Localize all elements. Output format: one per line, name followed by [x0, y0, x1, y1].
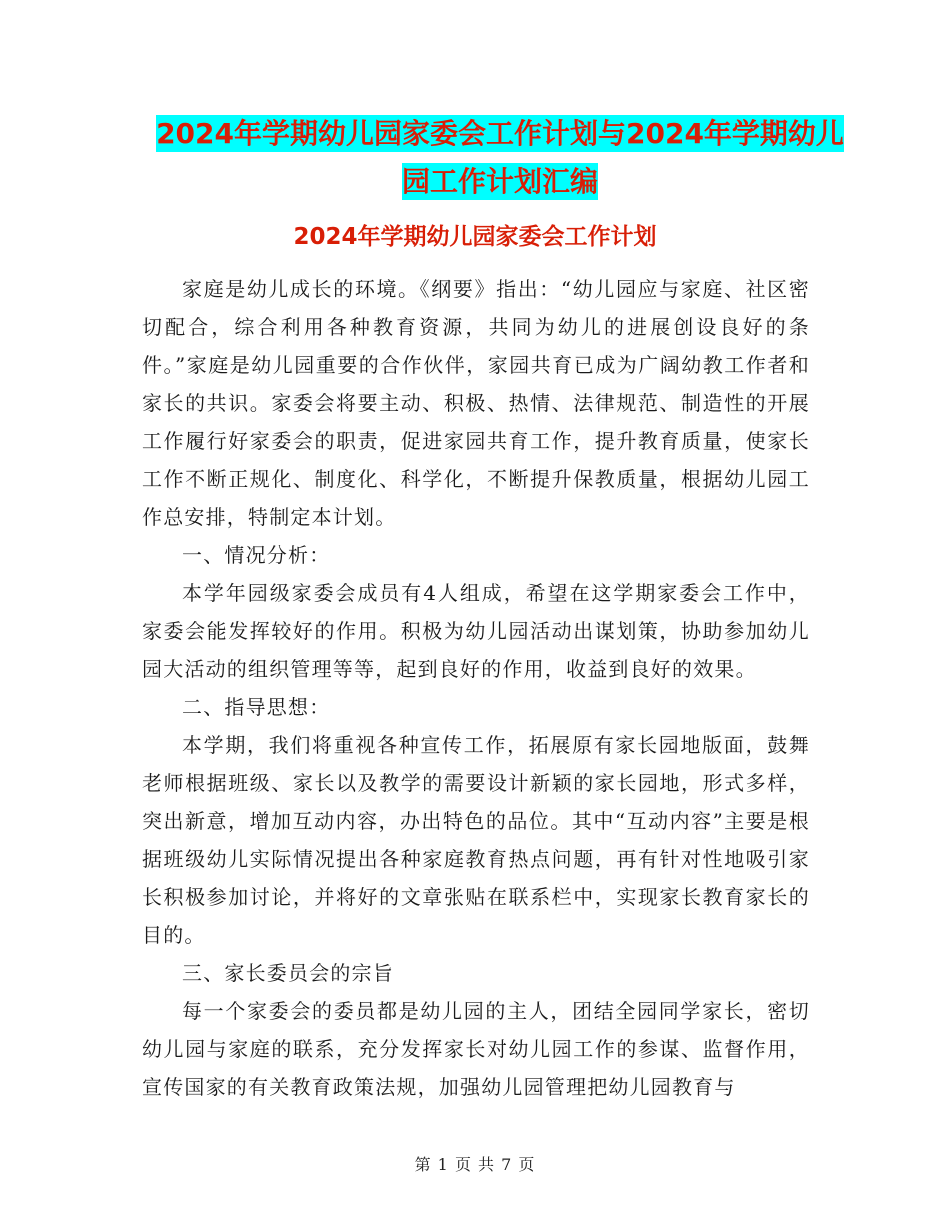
paragraph-intro: 家庭是幼儿成长的环境。《纲要》指出：“幼儿园应与家庭、社区密切配合，综合利用各种教育资源，共同为幼儿的进展创设良好的条件。”家庭是幼儿园重要的合作伙伴，家园共育已成为广阔幼教工作者和家长的共识。家委会将要主动、积极、热情、法律规范、制造性的开展工作履行好家委会的职责，促进家园共育工作，提升教育质量，使家长工作不断正规化、制度化、科学化，不断提升保教质量，根据幼儿园工作总安排，特制定本计划。	[142, 277, 810, 529]
heading-situation-analysis: 一、情况分析：	[182, 543, 331, 567]
section-title: 2024年学期幼儿园家委会工作计划	[293, 224, 657, 250]
document-title-line-2: 园工作计划汇编	[401, 165, 598, 198]
heading-committee-purpose: 三、家长委员会的宗旨	[182, 961, 394, 985]
paragraph-situation-analysis: 本学年园级家委会成员有4人组成，希望在这学期家委会工作中，家委会能发挥较好的作用。积极为幼儿园活动出谋划策，协助参加幼儿园大活动的组织管理等等，起到良好的作用，收益到良好的效果。	[142, 581, 810, 681]
document-body	[142, 270, 810, 1106]
paragraph-committee-purpose: 每一个家委会的委员都是幼儿园的主人，团结全园同学家长，密切幼儿园与家庭的联系，充分发挥家长对幼儿园工作的参谋、监督作用，宣传国家的有关教育政策法规，加强幼儿园管理把幼儿园教育与	[142, 999, 810, 1099]
document-title	[140, 110, 860, 206]
paragraph-guiding-ideology: 本学期，我们将重视各种宣传工作，拓展原有家长园地版面，鼓舞老师根据班级、家长以及教学的需要设计新颖的家长园地，形式多样，突出新意，增加互动内容，办出特色的品位。其中“互动内容”主要是根据班级幼儿实际情况提出各种家庭教育热点问题，再有针对性地吸引家长积极参加讨论，并将好的文章张贴在联系栏中，实现家长教育家长的目的。	[142, 733, 810, 947]
page-number-footer: 第 1 页 共 7 页	[414, 1155, 536, 1174]
heading-guiding-ideology: 二、指导思想：	[182, 695, 331, 719]
document-title-line-1: 2024年学期幼儿园家委会工作计划与2024年学期幼儿	[156, 117, 844, 150]
